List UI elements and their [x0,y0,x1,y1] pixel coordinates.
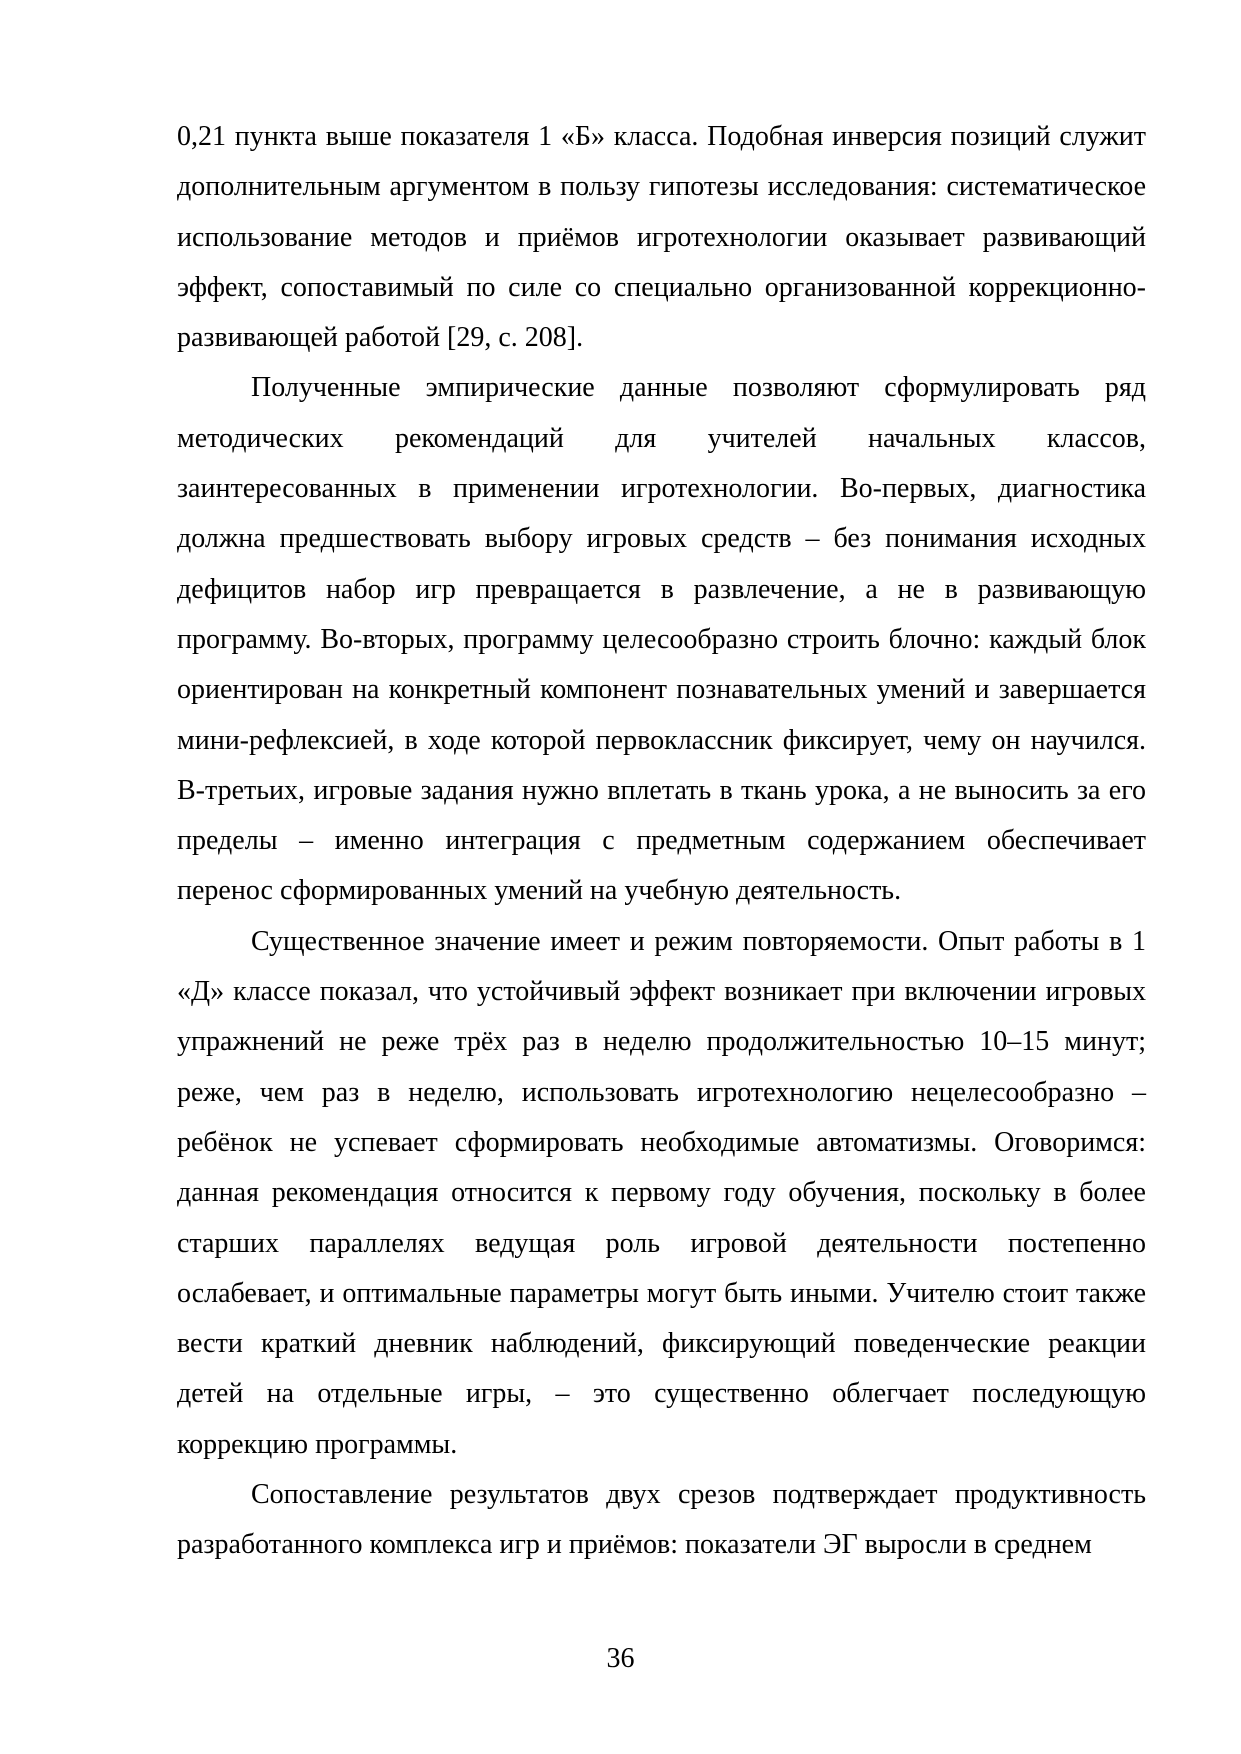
page-number: 36 [606,1643,635,1674]
body-text [177,112,1146,1571]
paragraph-recommendations: Полученные эмпирические данные позволяют сформулировать ряд методических рекомендаций для учителей начальных классов, заинтересованных в применении игротехнологии. Во-первых, диагностика должна предшествовать выбору игровых средств – без понимания исходных дефицитов набор игр превращается в развлечение, а не в развивающую программу. Во-вторых, программу целесообразно строить блочно: каждый блок ориентирован на конкретный компонент познавательных умений и завершается мини-рефлексией, в ходе которой первоклассник фиксирует, чему он научился. В-третьих, игровые задания нужно вплетать в ткань урока, а не выносить за его пределы – именно интеграция с предметным содержанием обеспечивает перенос сформированных умений на учебную деятельность. [177,372,1146,907]
paragraph-continuation: 0,21 пункта выше показателя 1 «Б» класса. Подобная инверсия позиций служит дополнительным аргументом в пользу гипотезы исследования: систематическое использование методов и приёмов игротехнологии оказывает развивающий эффект, сопоставимый по силе со специально организованной коррекционно-развивающей работой [29, с. 208]. [177,121,1146,354]
paragraph-comparison: Сопоставление результатов двух срезов подтверждает продуктивность разработанного комплекса игр и приёмов: показатели ЭГ выросли в среднем [177,1479,1146,1561]
paragraph-repetition-mode: Существенное значение имеет и режим повторяемости. Опыт работы в 1 «Д» классе показал, что устойчивый эффект возникает при включении игровых упражнений не реже трёх раз в неделю продолжительностью 10–15 минут; реже, чем раз в неделю, использовать игротехнологию нецелесообразно – ребёнок не успевает сформировать необходимые автоматизмы. Оговоримся: данная рекомендация относится к первому году обучения, поскольку в более старших параллелях ведущая роль игровой деятельности постепенно ослабевает, и оптимальные параметры могут быть иными. Учителю стоит также вести краткий дневник наблюдений, фиксирующий поведенческие реакции детей на отдельные игры, – это существенно облегчает последующую коррекцию программы. [177,925,1146,1460]
